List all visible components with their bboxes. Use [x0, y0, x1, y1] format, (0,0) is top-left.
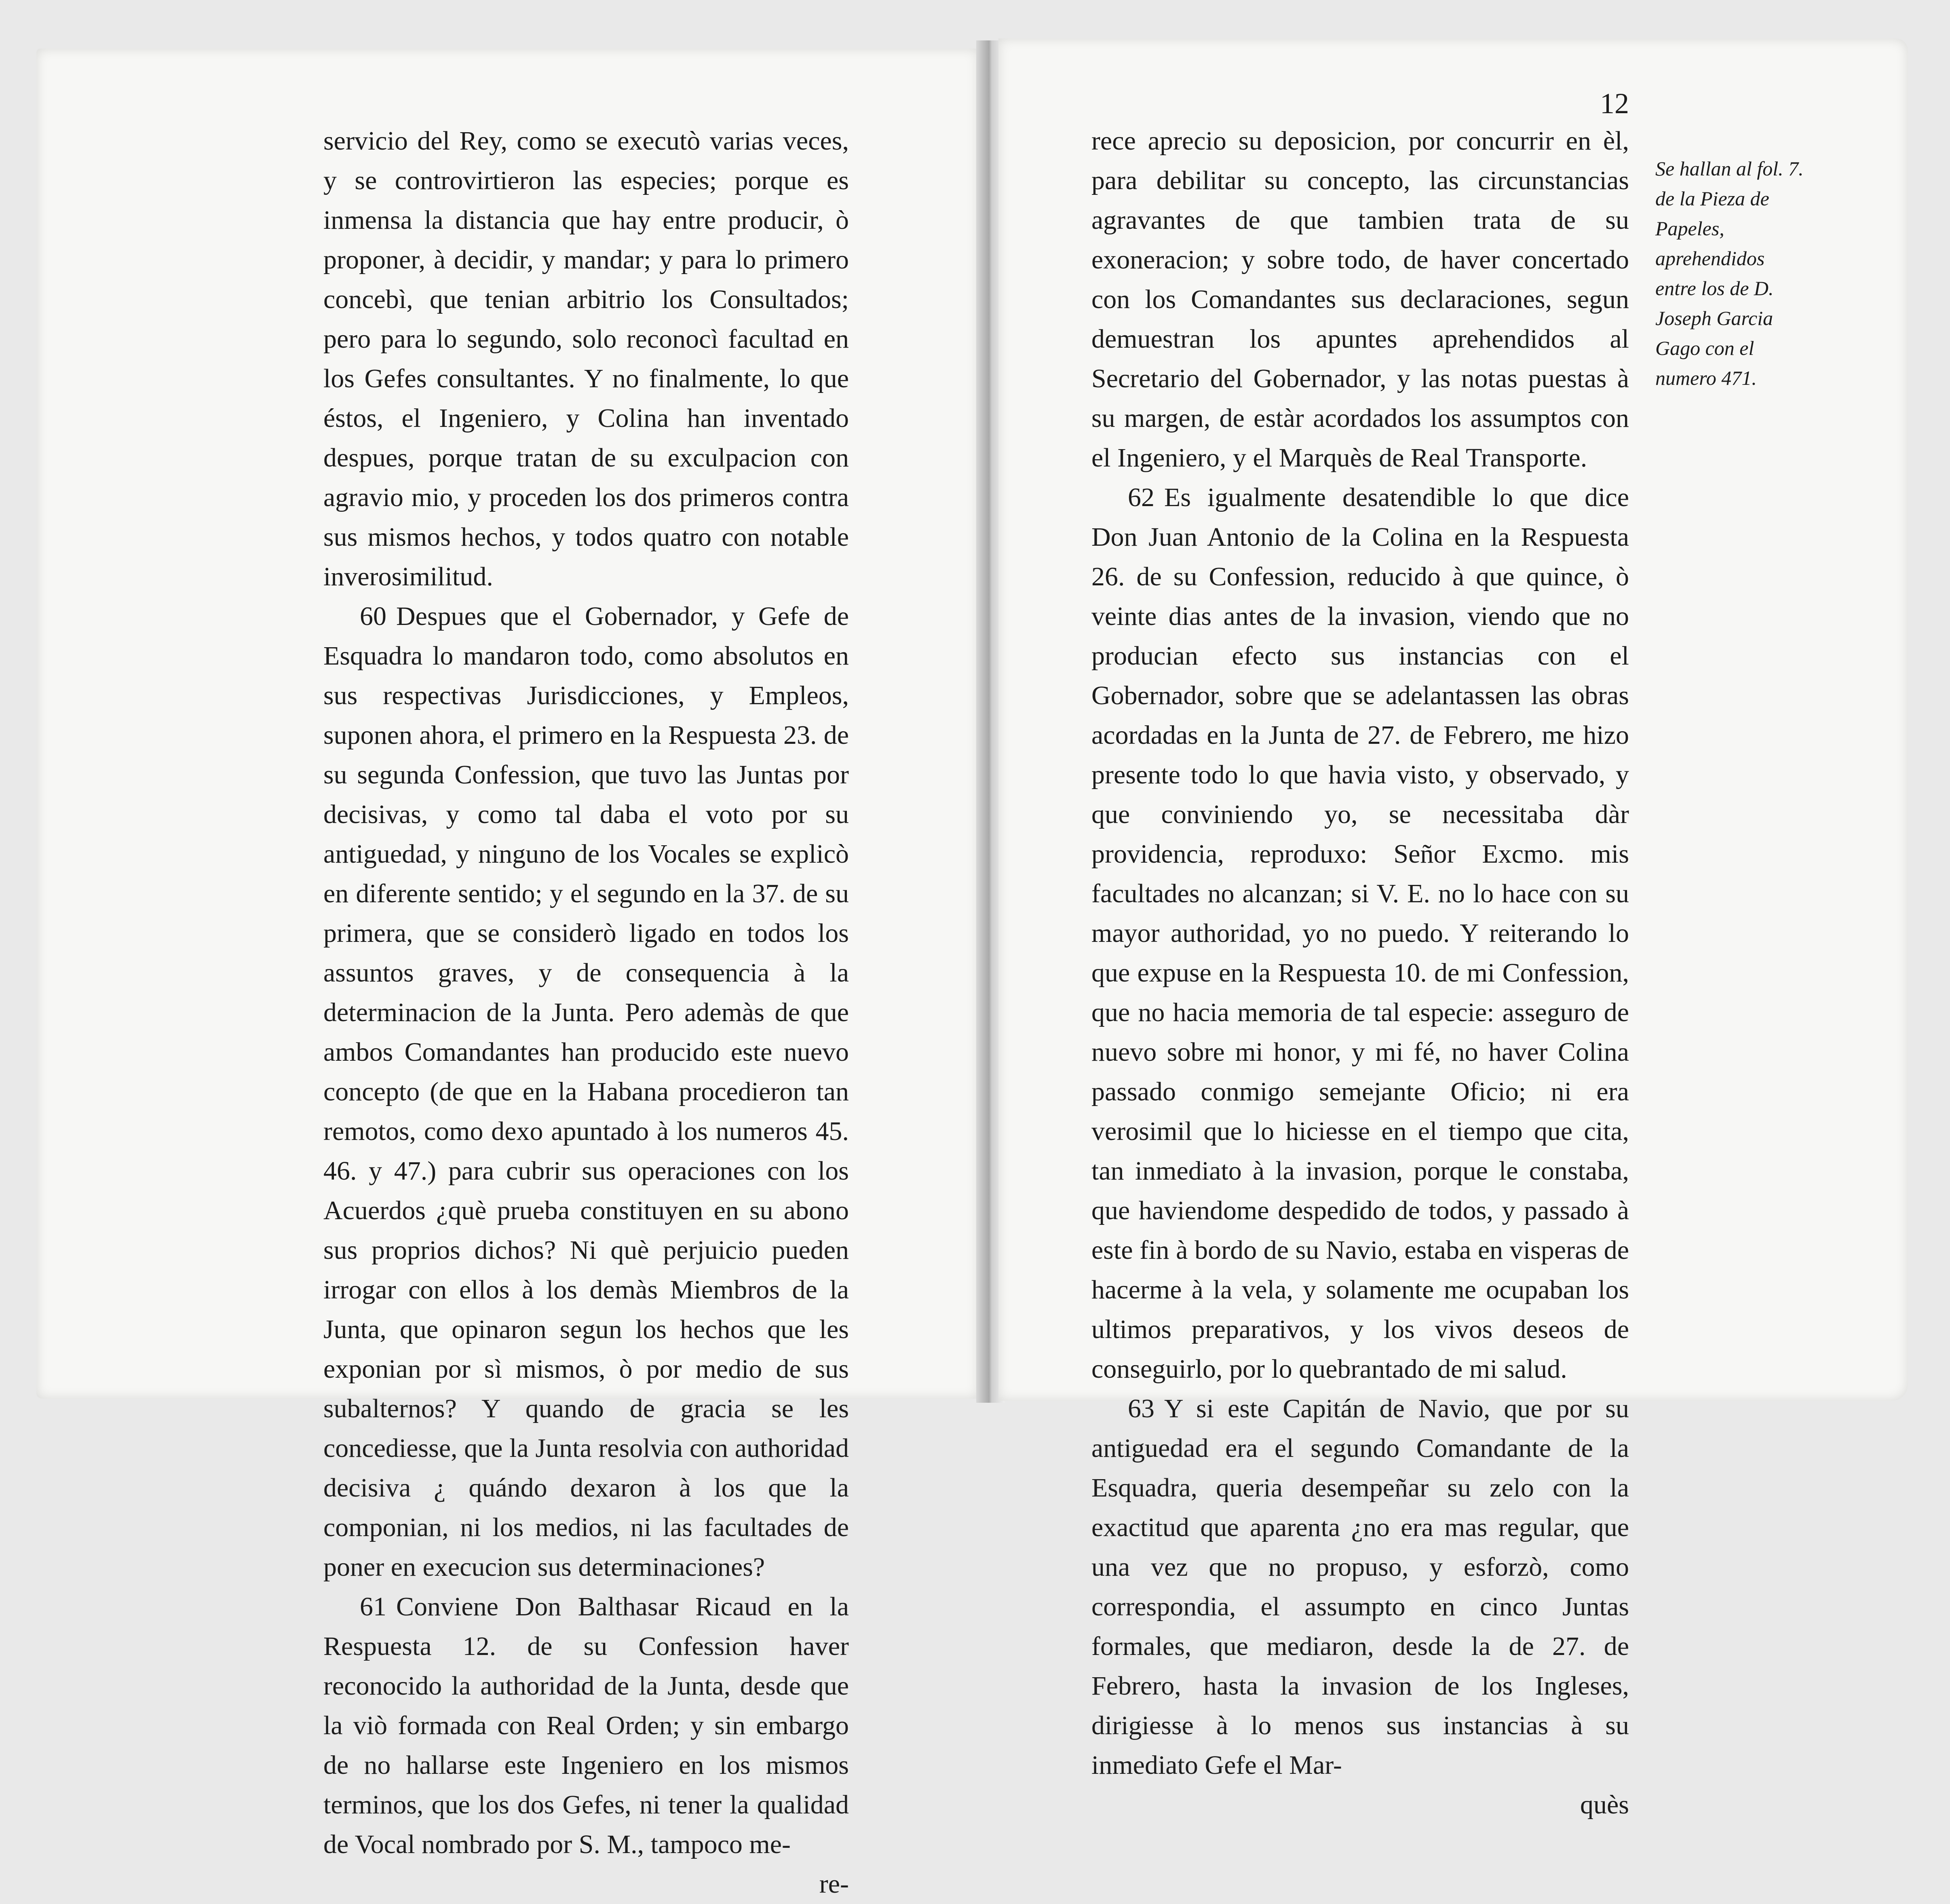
left-intro-text: servicio del Rey, como se executò varias veces, y se controvirtieron las especies; porque es inmensa la distancia que hay entre producir, ò proponer, à decidir, y mandar; y para lo primero concebì, que tenian arbitrio los Consultados; pero para lo segundo, solo reconocì facultad en los Gefes consultantes. Y no finalmente, lo que éstos, el Ingeniero, y Colina han inventado despues, porque tratan de su exculpacion con agravio mio, y proceden los dos primeros contra sus mismos hechos, y todos quatro con notable inverosimilitud.: [323, 126, 849, 591]
right-catchword: quès: [1580, 1790, 1629, 1820]
paragraph-63-number: 63: [1128, 1394, 1154, 1423]
left-text-column: [323, 121, 849, 1904]
right-text-column: [1091, 121, 1629, 1825]
paragraph-61-text: Conviene Don Balthasar Ricaud en la Respuesta 12. de su Confession haver reconocido la authoridad de la Junta, desde que la viò formada con Real Orden; y sin embargo de no hallarse este Ingeniero en los mismos terminos, que los dos Gefes, ni tener la qualidad de Vocal nombrado por S. M., tampoco me-: [323, 1592, 849, 1859]
paragraph-62-number: 62: [1128, 483, 1154, 512]
paragraph-63: [1091, 1389, 1629, 1785]
paragraph-62-text: Es igualmente desatendible lo que dice Don Juan Antonio de la Colina en la Respuesta 26. de su Confession, reducido à que quince, ò veinte dias antes de la invasion, viendo que no producian efecto sus instancias con el Gobernador, sobre que se adelantassen las obras acordadas en la Junta de 27. de Febrero, me hizo presente todo lo que havia visto, y observado, y que conviniendo yo, se necessitaba dàr providencia, reproduxo: Señor Excmo. mis facultades no alcanzan; si V. E. no lo hace con su mayor authoridad, yo no puedo. Y reiterando lo que expuse en la Respuesta 10. de mi Confession, que no hacia memoria de tal especie: asseguro de nuevo sobre mi honor, y mi fé, no haver Colina passado conmigo semejante Oficio; ni era verosimil que lo hiciesse en el tiempo que cita, tan inmediato à la invasion, porque le constaba, que haviendome despedido de todos, y passado à este fin à bordo de su Navio, estaba en visperas de hacerme à la vela, y solamente me ocupaban los ultimos preparativos, y los vivos deseos de conseguirlo, por lo quebrantado de mi salud.: [1091, 483, 1629, 1384]
paragraph-61: [323, 1587, 849, 1864]
marginal-note: Se hallan al fol. 7. de la Pieza de Papeles, aprehendidos entre los de D. Joseph Garcia Gago con el numero 471.: [1655, 157, 1804, 389]
paragraph-60-text: Despues que el Gobernador, y Gefe de Esquadra lo mandaron todo, como absolutos en sus respectivas Jurisdicciones, y Empleos, suponen ahora, el primero en la Respuesta 23. de su segunda Confession, que tuvo las Juntas por decisivas, y como tal daba el voto por su antiguedad, y ninguno de los Vocales se explicò en diferente sentido; y el segundo en la 37. de su primera, que se considerò ligado en todos los assuntos graves, y de consequencia à la determinacion de la Junta. Pero ademàs de que ambos Comandantes han producido este nuevo concepto (de que en la Habana procedieron tan remotos, como dexo apuntado à los numeros 45. 46. y 47.) para cubrir sus operaciones con los Acuerdos ¿què prueba constituyen en su abono sus proprios dichos? Ni què perjuicio pueden irrogar con ellos à los demàs Miembros de la Junta, que opinaron segun los hechos que les exponian por sì mismos, ò por medio de sus subalternos? Y quando de gracia se les concediesse, que la Junta resolvia con authoridad decisiva ¿ quándo dexaron à los que la componian, ni los medios, ni las facultades de poner en execucion sus determinaciones?: [323, 602, 849, 1582]
paragraph-60: [323, 597, 849, 1587]
left-catchword: re-: [819, 1869, 849, 1899]
paragraph-61-number: 61: [360, 1592, 386, 1621]
right-intro-text: rece aprecio su deposicion, por concurrir en èl, para debilitar su concepto, las circunstancias agravantes de que tambien trata de su exoneracion; y sobre todo, de haver concertado con los Comandantes sus declaraciones, segun demuestran los apuntes aprehendidos al Secretario del Gobernador, y las notas puestas à su margen, de estàr acordados los assumptos con el Ingeniero, y el Marquès de Real Transporte.: [1091, 126, 1629, 473]
paragraph-63-text: Y si este Capitán de Navio, que por su antiguedad era el segundo Comandante de la Esquadra, queria desempeñar su zelo con la exactitud que aparenta ¿no era mas regular, que una vez que no propuso, y esforzò, como correspondia, el assumpto en cinco Juntas formales, que mediaron, desde la de 27. de Febrero, hasta la invasion de los Ingleses, dirigiesse à lo menos sus instancias à su inmediato Gefe el Mar-: [1091, 1394, 1629, 1780]
paragraph-62: [1091, 478, 1629, 1389]
folio-number: 12: [1600, 87, 1629, 120]
paragraph-60-number: 60: [360, 602, 386, 631]
